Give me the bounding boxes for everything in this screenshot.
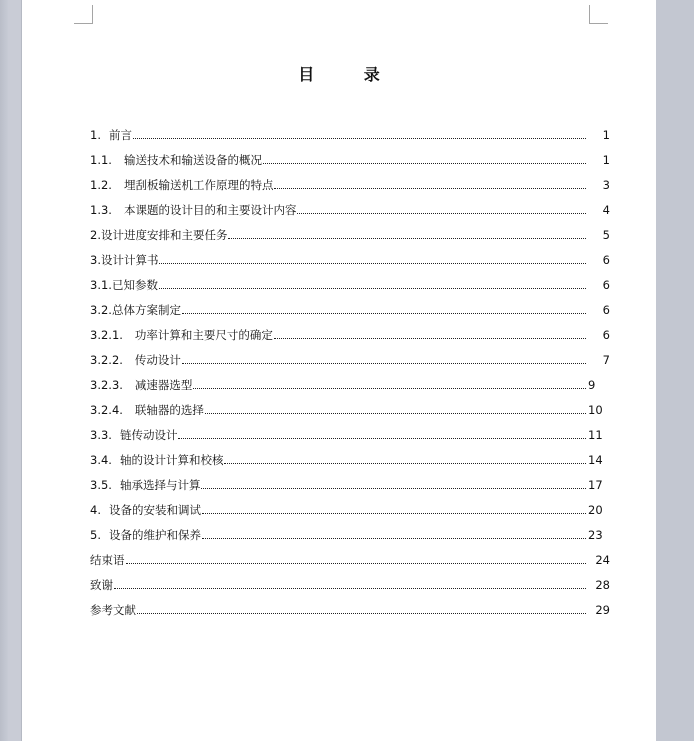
toc-entry-text: 致谢 (90, 578, 113, 592)
toc-entry[interactable] (90, 473, 610, 498)
toc-dot-leader (137, 612, 586, 614)
toc-entry[interactable] (90, 448, 610, 473)
toc-entry-number: 1.2. (90, 178, 112, 192)
crop-mark-top-left-icon (74, 5, 93, 24)
toc-entry[interactable] (90, 273, 610, 298)
toc-entry-page-number: 1 (602, 153, 610, 167)
toc-dot-leader (205, 412, 586, 414)
toc-entry[interactable] (90, 548, 610, 573)
toc-entry-page-number: 1 (602, 128, 610, 142)
toc-entry-number: 5. (90, 528, 101, 542)
toc-entry-number: 3.5. (90, 478, 112, 492)
toc-dot-leader (182, 312, 586, 314)
toc-entry[interactable] (90, 373, 610, 398)
toc-entry-text: 总体方案制定 (111, 303, 181, 317)
toc-entry-number: 3.2.4. (90, 403, 123, 417)
toc-dot-leader (159, 262, 586, 264)
page-margin-left (8, 0, 22, 741)
toc-entry[interactable] (90, 498, 610, 523)
toc-entry-text: 已知参数 (111, 278, 158, 292)
toc-entry-page-number: 6 (602, 253, 610, 267)
toc-entry-page-number: 7 (602, 353, 610, 367)
toc-entry-text: 减速器选型 (134, 378, 193, 392)
toc-entry-text: 参考文献 (90, 603, 136, 617)
toc-entry[interactable] (90, 398, 610, 423)
toc-entry-page-number: 24 (595, 553, 610, 567)
page-margin-right (656, 0, 694, 741)
toc-entry-page-number: 11 (588, 428, 603, 442)
toc-entry[interactable] (90, 298, 610, 323)
toc-dot-leader (114, 587, 586, 589)
toc-entry[interactable] (90, 123, 610, 148)
toc-entry-page-number: 28 (595, 578, 610, 592)
toc-entry-page-number: 3 (602, 178, 610, 192)
toc-entry-text: 传动设计 (134, 353, 181, 367)
toc-entry-page-number: 6 (602, 303, 610, 317)
toc-entry[interactable] (90, 198, 610, 223)
toc-dot-leader (274, 187, 586, 189)
toc-entry-number: 3.1. (90, 278, 112, 292)
toc-entry[interactable] (90, 173, 610, 198)
toc-entry[interactable] (90, 223, 610, 248)
toc-entry-page-number: 6 (602, 278, 610, 292)
toc-entry[interactable] (90, 323, 610, 348)
toc-entry-number: 3.2.3. (90, 378, 123, 392)
toc-title: 目 录 (298, 65, 402, 84)
toc-dot-leader (193, 387, 586, 389)
toc-entry-number: 2. (90, 228, 101, 242)
toc-entry-number: 3.4. (90, 453, 112, 467)
toc-entry-text: 轴的设计计算和校核 (119, 453, 224, 467)
toc-dot-leader (178, 437, 586, 439)
toc-dot-leader (274, 337, 586, 339)
toc-dot-leader (182, 362, 586, 364)
toc-entry-text: 埋刮板输送机工作原理的特点 (123, 178, 274, 192)
toc-entry-number: 3.2.2. (90, 353, 123, 367)
toc-entry[interactable] (90, 148, 610, 173)
toc-entry-page-number: 10 (588, 403, 603, 417)
toc-dot-leader (159, 287, 586, 289)
toc-entry-page-number: 4 (602, 203, 610, 217)
toc-entry-text: 本课题的设计目的和主要设计内容 (123, 203, 297, 217)
toc-entry-page-number: 23 (588, 528, 603, 542)
table-of-contents (90, 123, 610, 623)
toc-entry-number: 4. (90, 503, 101, 517)
document-page[interactable] (22, 0, 656, 741)
toc-entry[interactable] (90, 423, 610, 448)
toc-dot-leader (201, 487, 586, 489)
toc-entry-number: 1.1. (90, 153, 112, 167)
toc-dot-leader (133, 137, 586, 139)
toc-entry[interactable] (90, 598, 610, 623)
toc-entry-page-number: 5 (602, 228, 610, 242)
toc-entry-number: 3.2. (90, 303, 112, 317)
toc-entry-text: 结束语 (90, 553, 125, 567)
toc-entry[interactable] (90, 248, 610, 273)
toc-entry-number: 3.2.1. (90, 328, 123, 342)
toc-entry[interactable] (90, 573, 610, 598)
toc-entry-text: 联轴器的选择 (134, 403, 204, 417)
toc-dot-leader (202, 537, 586, 539)
toc-dot-leader (297, 212, 586, 214)
toc-dot-leader (224, 462, 586, 464)
toc-entry-text: 设备的安装和调试 (108, 503, 201, 517)
toc-entry[interactable] (90, 523, 610, 548)
toc-entry-text: 输送技术和输送设备的概况 (123, 153, 262, 167)
toc-dot-leader (228, 237, 586, 239)
toc-entry-number: 1.3. (90, 203, 112, 217)
toc-entry-text: 设计进度安排和主要任务 (100, 228, 228, 242)
toc-dot-leader (202, 512, 586, 514)
toc-entry-page-number: 20 (588, 503, 603, 517)
toc-dot-leader (126, 562, 587, 564)
toc-entry[interactable] (90, 348, 610, 373)
toc-entry-text: 轴承选择与计算 (119, 478, 201, 492)
toc-entry-text: 设计计算书 (100, 253, 159, 267)
toc-entry-text: 链传动设计 (119, 428, 178, 442)
toc-entry-page-number: 6 (602, 328, 610, 342)
toc-entry-number: 3.3. (90, 428, 112, 442)
crop-mark-top-right-icon (589, 5, 608, 24)
toc-entry-text: 前言 (108, 128, 132, 142)
toc-entry-text: 设备的维护和保养 (108, 528, 201, 542)
toc-entry-page-number: 14 (588, 453, 603, 467)
toc-entry-page-number: 17 (588, 478, 603, 492)
toc-entry-number: 3. (90, 253, 101, 267)
toc-entry-page-number: 9 (588, 378, 596, 392)
toc-dot-leader (263, 162, 586, 164)
toc-entry-page-number: 29 (595, 603, 610, 617)
toc-entry-text: 功率计算和主要尺寸的确定 (134, 328, 273, 342)
toc-entry-number: 1. (90, 128, 101, 142)
